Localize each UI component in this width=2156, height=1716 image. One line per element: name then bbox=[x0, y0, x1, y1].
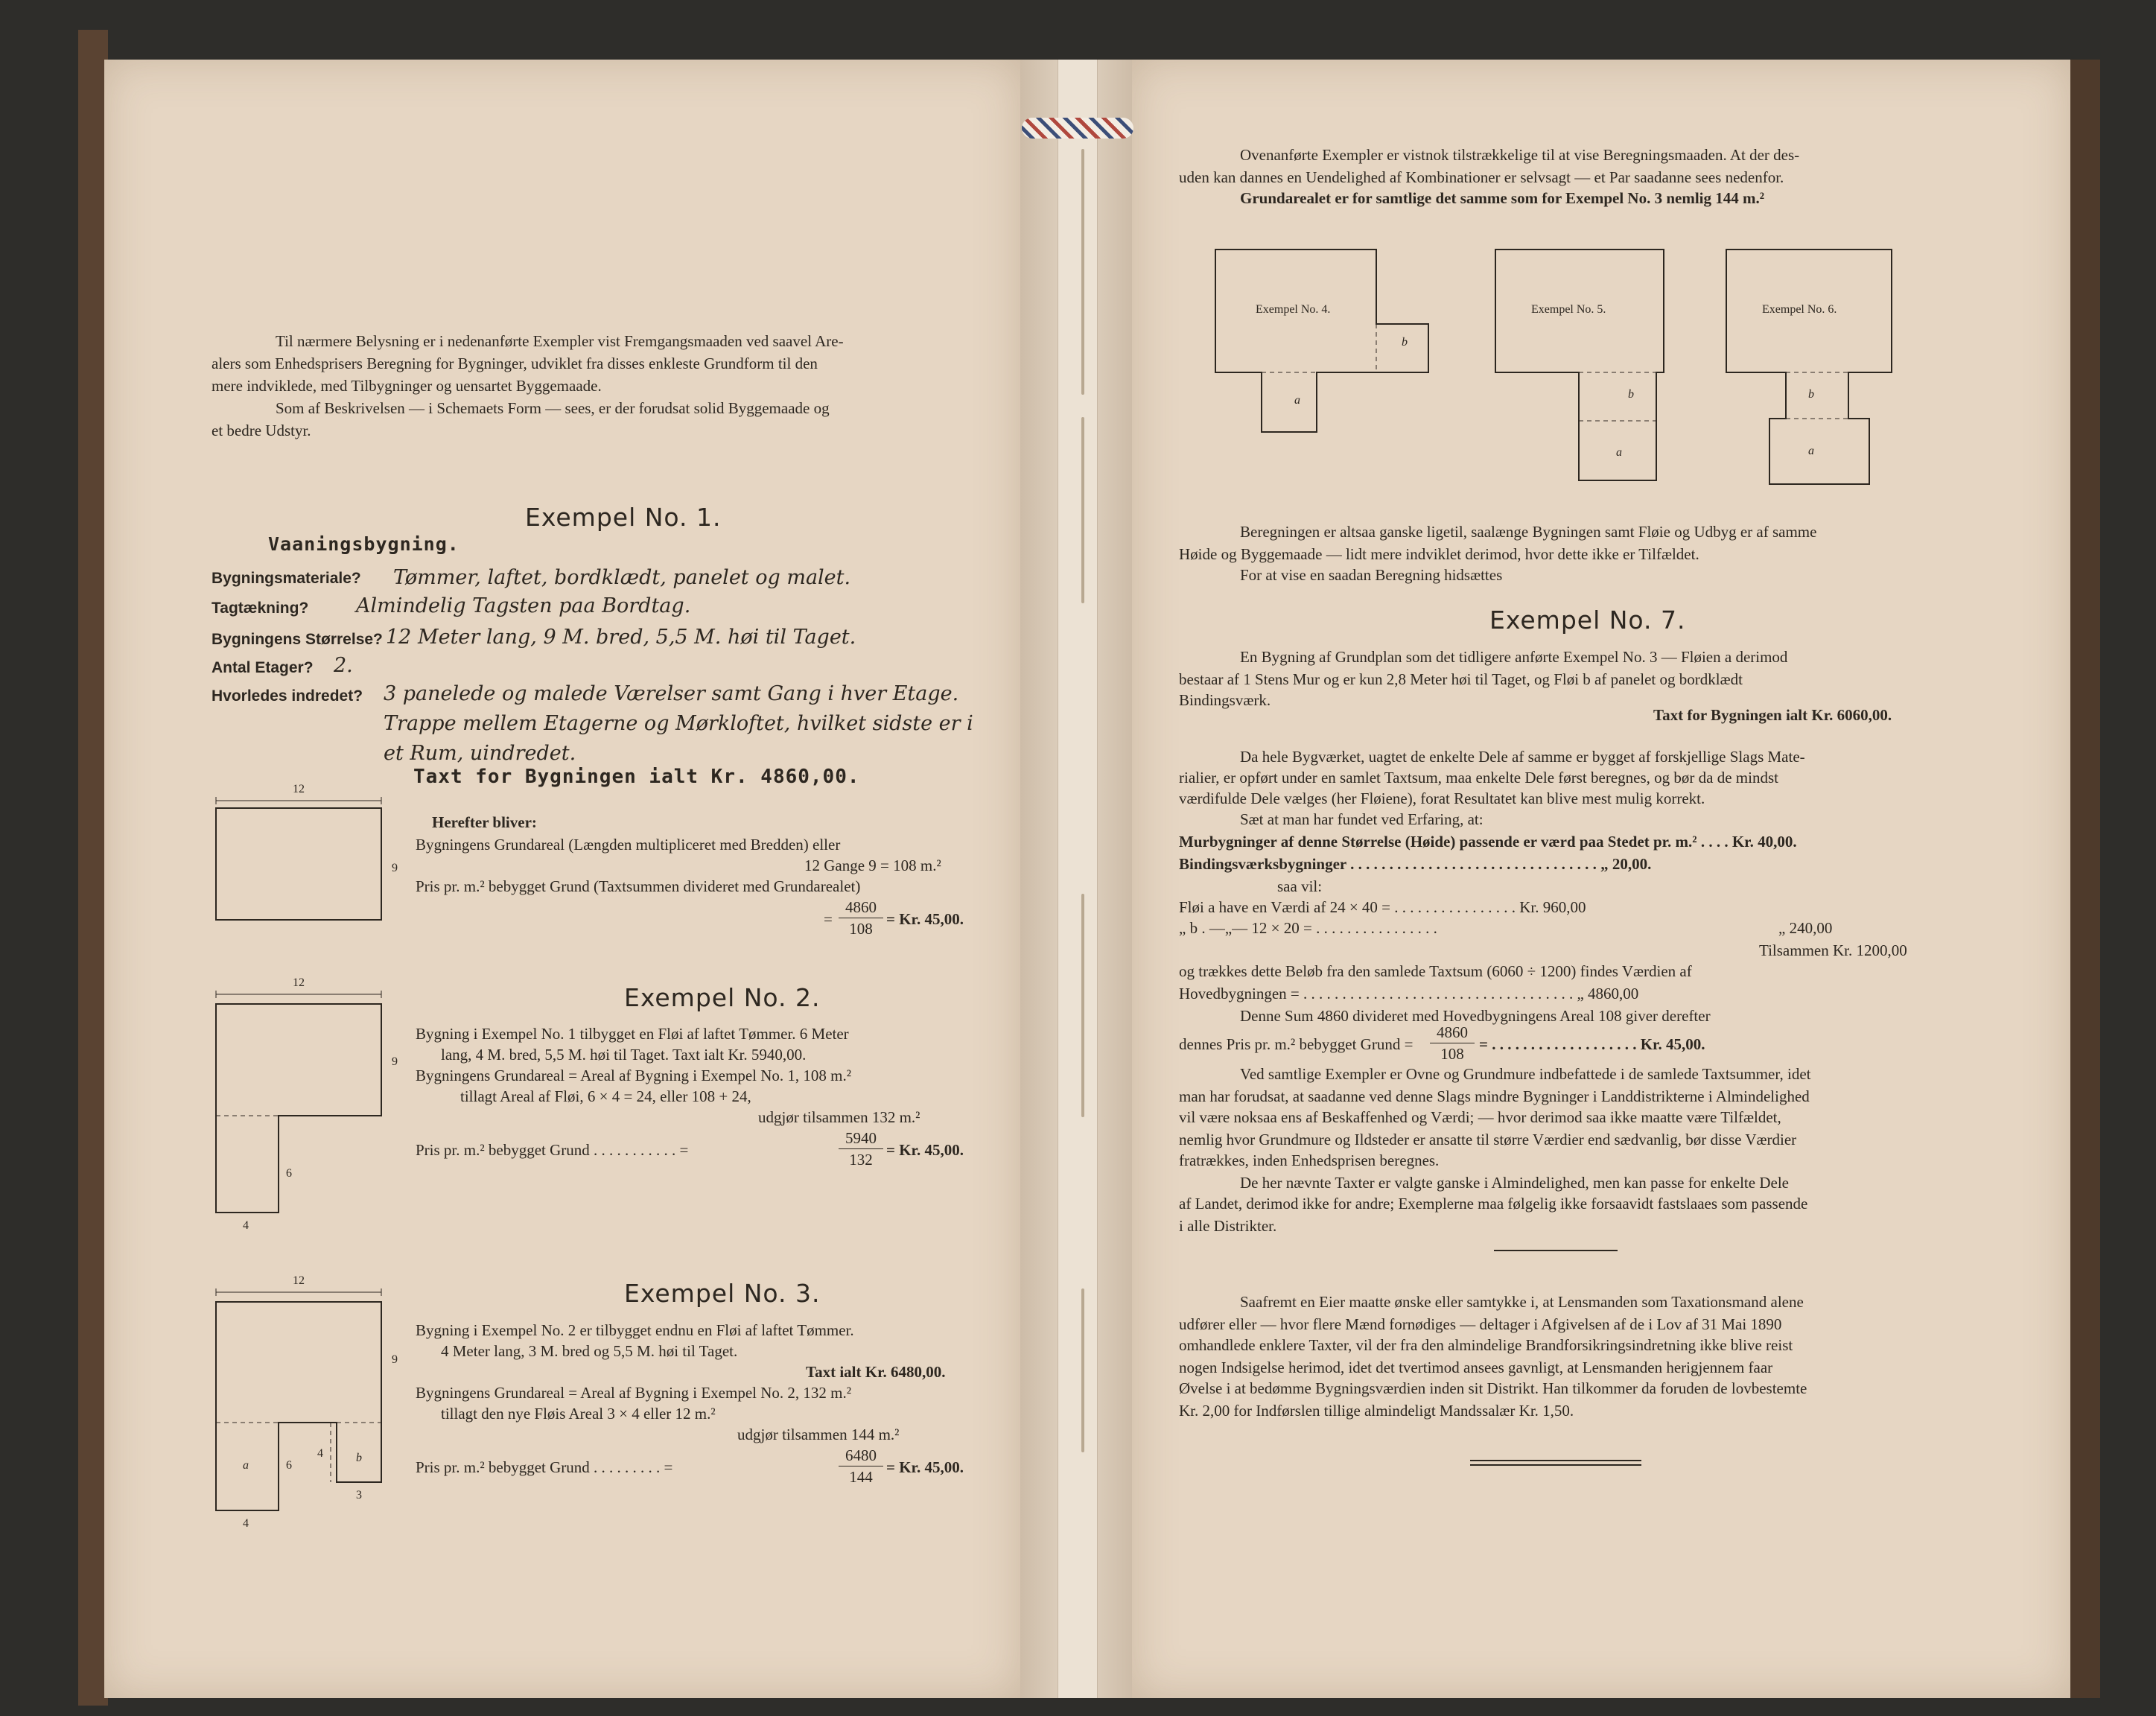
fraction-numerator: 5940 bbox=[839, 1131, 883, 1149]
right-para-line: nemlig hvor Grundmure og Ildsteder er ansatte til større Værdier end sædvanlig, bør disse Værdier bbox=[1179, 1131, 1797, 1148]
fraction-numerator: 4860 bbox=[839, 900, 883, 918]
right-para-line: vil være noksaa ens af Beskaffenhed og Værdi; — hvor derimod saa ikke maatte være Tilfældet, bbox=[1179, 1108, 1781, 1126]
dimension-label: 6 bbox=[286, 1167, 292, 1180]
answer-size: 12 Meter lang, 9 M. bred, 5,5 M. høi til Taget. bbox=[386, 626, 856, 649]
binding-tape bbox=[1058, 60, 1098, 1698]
binding-stitch bbox=[1081, 149, 1084, 395]
fraction-price bbox=[839, 1131, 883, 1168]
right-para-line: For at vise en saadan Beregning hidsættes bbox=[1240, 566, 1503, 584]
right-intro-line: uden kan dannes en Uendelighed af Kombinationer er selvsagt — et Par saadanne sees nedenfor. bbox=[1179, 168, 1784, 186]
dimension-label: a bbox=[243, 1459, 249, 1472]
floorplan-label: b bbox=[1402, 336, 1408, 349]
floorplan-example-1 bbox=[209, 782, 402, 931]
floorplan-example-2 bbox=[209, 976, 402, 1232]
example-2-line: Bygningens Grundareal = Areal af Bygning i Exempel No. 1, 108 m.² bbox=[416, 1067, 852, 1084]
question-layout: Hvorledes indredet? bbox=[212, 687, 363, 705]
book-cover-left bbox=[78, 30, 108, 1706]
dimension-label: 4 bbox=[243, 1219, 249, 1232]
question-material: Bygningsmateriale? bbox=[212, 570, 361, 587]
right-line: og trækkes dette Beløb fra den samlede Taxtsum (6060 ÷ 1200) findes Værdien af bbox=[1179, 962, 1692, 980]
example-7-line: bestaar af 1 Stens Mur og er kun 2,8 Meter høi til Taget, og Fløi b af panelet og bordklædt bbox=[1179, 670, 1743, 688]
fraction-result: = Kr. 45,00. bbox=[886, 1458, 964, 1476]
floorplan-label: b bbox=[1808, 388, 1814, 401]
rate-murbygninger: Murbygninger af denne Størrelse (Høide) passende er værd paa Stedet pr. m.² . . . . Kr. 40,00. bbox=[1179, 833, 1797, 851]
floorplan-label: Exempel No. 4. bbox=[1256, 303, 1331, 316]
binding-cord bbox=[1022, 118, 1133, 139]
floorplan-label: a bbox=[1616, 446, 1622, 459]
fraction-equals: = bbox=[824, 910, 833, 928]
example-3-line: udgjør tilsammen 144 m.² bbox=[737, 1426, 900, 1443]
right-para-line: værdifulde Dele vælges (her Fløiene), forat Resultatet kan blive mest mulig korrekt. bbox=[1179, 789, 1705, 807]
example-2-line: tillagt Areal af Fløi, 6 × 4 = 24, eller 108 + 24, bbox=[460, 1087, 751, 1105]
example-1-line: Bygningens Grundareal (Længden multipliceret med Bredden) eller bbox=[416, 836, 841, 854]
intro-line: et bedre Udstyr. bbox=[212, 422, 311, 439]
intro-line: mere indviklede, med Tilbygninger og uensartet Byggemaade. bbox=[212, 377, 602, 395]
saa-vil: saa vil: bbox=[1277, 877, 1323, 895]
answer-material: Tømmer, laftet, bordklædt, panelet og malet. bbox=[393, 566, 851, 589]
answer-layout: 3 panelede og malede Værelser samt Gang i hver Etage. bbox=[384, 682, 959, 705]
intro-line: alers som Enhedsprisers Beregning for Bygninger, udviklet fra disses enkleste Grundform til den bbox=[212, 355, 818, 372]
dimension-label: 9 bbox=[392, 1055, 398, 1068]
floorplan-label: a bbox=[1808, 445, 1814, 457]
right-para-line: nogen Indsigelse herimod, idet det tvertimod ansees gavnligt, at Lensmanden herigjennem faar bbox=[1179, 1358, 1773, 1376]
example-1-subtitle: Vaaningsbygning. bbox=[268, 533, 459, 555]
value-wing-b: „ b . —„— 12 × 20 = . . . . . . . . . . . . . . . . bbox=[1179, 919, 1437, 937]
example-7-title: Exempel No. 7. bbox=[1489, 606, 1686, 635]
right-para-line: omhandlede enklere Taxter, vil der fra den almindelige Brandforsikringsindretning ikke blive reist bbox=[1179, 1336, 1793, 1354]
floorplan-label: Exempel No. 5. bbox=[1531, 303, 1606, 316]
herefter-label: Herefter bliver: bbox=[432, 813, 537, 831]
right-line: Denne Sum 4860 divideret med Hovedbygningens Areal 108 giver derefter bbox=[1240, 1007, 1711, 1025]
right-intro-line: Ovenanførte Exempler er vistnok tilstrækkelige til at vise Beregningsmaaden. At der des- bbox=[1240, 146, 1800, 164]
right-para-line: De her nævnte Taxter er valgte ganske i Almindelighed, men kan passe for enkelte Dele bbox=[1240, 1174, 1789, 1192]
intro-line: Til nærmere Belysning er i nedenanførte Exempler vist Fremgangsmaaden ved saavel Are- bbox=[276, 332, 844, 350]
example-1-line: 12 Gange 9 = 108 m.² bbox=[804, 857, 941, 874]
example-3-line: Bygning i Exempel No. 2 er tilbygget endnu en Fløi af laftet Tømmer. bbox=[416, 1321, 854, 1339]
answer-layout: et Rum, uindredet. bbox=[384, 742, 576, 765]
floorplan-label: b bbox=[1628, 388, 1634, 401]
right-para-line: man har forudsat, at saadanne ved denne Slags mindre Bygninger i Landdistrikterne i Almindelighed bbox=[1179, 1087, 1810, 1105]
answer-floors: 2. bbox=[334, 654, 353, 677]
example-1-taxt: Taxt for Bygningen ialt Kr. 4860,00. bbox=[413, 766, 860, 788]
right-para-line: i alle Distrikter. bbox=[1179, 1217, 1277, 1235]
example-2-title: Exempel No. 2. bbox=[624, 983, 821, 1012]
dimension-label: 12 bbox=[293, 1274, 305, 1287]
fraction-price bbox=[1430, 1025, 1475, 1062]
book-cover-right bbox=[2067, 60, 2100, 1698]
floorplan-label: Exempel No. 6. bbox=[1762, 303, 1837, 316]
binding-stitch bbox=[1081, 1288, 1084, 1452]
fraction-price bbox=[839, 900, 883, 937]
example-3-line: 4 Meter lang, 3 M. bred og 5,5 M. høi til Taget. bbox=[441, 1342, 738, 1360]
floorplan-example-3 bbox=[209, 1274, 410, 1530]
fraction-result: = . . . . . . . . . . . . . . . . . . . Kr. 45,00. bbox=[1479, 1035, 1705, 1053]
right-para-line: Da hele Bygværket, uagtet de enkelte Dele af samme er bygget af forskjellige Slags Mate- bbox=[1240, 748, 1805, 766]
value-wing-b-amount: „ 240,00 bbox=[1778, 919, 1833, 937]
floorplan-label: a bbox=[1294, 394, 1300, 407]
fraction-numerator: 4860 bbox=[1430, 1025, 1475, 1043]
fraction-denominator: 108 bbox=[849, 920, 873, 938]
right-para-line: Øvelse i at bedømme Bygningsværdien inden sit Distrikt. Han tilkommer da foruden de lovbestemte bbox=[1179, 1379, 1807, 1397]
question-floors: Antal Etager? bbox=[212, 659, 314, 676]
dimension-label: 9 bbox=[392, 1353, 398, 1366]
floorplans-examples-4-6 bbox=[1206, 238, 1951, 492]
binding-stitch bbox=[1081, 417, 1084, 603]
end-rule bbox=[1470, 1460, 1641, 1461]
example-3-line: Taxt ialt Kr. 6480,00. bbox=[806, 1363, 946, 1381]
end-rule bbox=[1470, 1464, 1641, 1466]
binding-stitch bbox=[1081, 894, 1084, 1117]
dimension-label: 6 bbox=[286, 1459, 292, 1472]
fraction-result: = Kr. 45,00. bbox=[886, 1141, 964, 1159]
example-1-title: Exempel No. 1. bbox=[525, 503, 722, 532]
right-para-line: Høide og Byggemaade — lidt mere indviklet derimod, hvor dette ikke er Tilfældet. bbox=[1179, 545, 1699, 563]
right-para-line: Beregningen er altsaa ganske ligetil, saalænge Bygningen samt Fløie og Udbyg er af samme bbox=[1240, 523, 1817, 541]
question-size: Bygningens Størrelse? bbox=[212, 631, 383, 648]
example-3-title: Exempel No. 3. bbox=[624, 1279, 821, 1308]
right-para-line: Ved samtlige Exempler er Ovne og Grundmure indbefattede i de samlede Taxtsummer, idet bbox=[1240, 1065, 1811, 1083]
dimension-label: 3 bbox=[356, 1489, 362, 1502]
right-para-line: rialier, er opført under en samlet Taxtsum, maa enkelte Dele først beregnes, og bør da de mindst bbox=[1179, 769, 1778, 786]
example-3-line: Bygningens Grundareal = Areal af Bygning i Exempel No. 2, 132 m.² bbox=[416, 1384, 852, 1402]
example-2-line: Bygning i Exempel No. 1 tilbygget en Fløi af laftet Tømmer. 6 Meter bbox=[416, 1025, 849, 1043]
dimension-label: 4 bbox=[243, 1517, 249, 1530]
dimension-label: 4 bbox=[317, 1447, 323, 1460]
right-line: dennes Pris pr. m.² bebygget Grund = bbox=[1179, 1035, 1414, 1053]
example-2-pris: Pris pr. m.² bebygget Grund . . . . . . . . . . . = bbox=[416, 1141, 689, 1159]
example-7-line: En Bygning af Grundplan som det tidligere anførte Exempel No. 3 — Fløien a derimod bbox=[1240, 648, 1788, 666]
rate-bindingsvaerk: Bindingsværksbygninger . . . . . . . . . . . . . . . . . . . . . . . . . . . . . . . . „ 20,00. bbox=[1179, 855, 1652, 873]
right-para-line: af Landet, derimod ikke for andre; Exemplerne maa følgelig ikke forsaavidt fastslaaes som passende bbox=[1179, 1195, 1808, 1213]
dimension-label: 12 bbox=[293, 783, 305, 795]
example-2-line: lang, 4 M. bred, 5,5 M. høi til Taget. Taxt ialt Kr. 5940,00. bbox=[441, 1046, 807, 1064]
fraction-numerator: 6480 bbox=[839, 1448, 883, 1466]
dimension-label: b bbox=[356, 1452, 362, 1464]
right-para-line: udfører eller — hvor flere Mænd fornødiges — deltager i Afgivelsen af de i Lov af 31 Mai 1890 bbox=[1179, 1315, 1782, 1333]
dimension-label: 12 bbox=[293, 976, 305, 989]
value-wing-a: Fløi a have en Værdi af 24 × 40 = . . . . . . . . . . . . . . . . Kr. 960,00 bbox=[1179, 898, 1586, 916]
intro-line: Som af Beskrivelsen — i Schemaets Form — sees, er der forudsat solid Byggemaade og bbox=[276, 399, 830, 417]
dimension-label: 9 bbox=[392, 862, 398, 874]
answer-roof: Almindelig Tagsten paa Bordtag. bbox=[356, 594, 691, 617]
fraction-result: = Kr. 45,00. bbox=[886, 910, 964, 928]
example-1-line: Pris pr. m.² bebygget Grund (Taxtsummen divideret med Grundarealet) bbox=[416, 877, 861, 895]
example-3-line: tillagt den nye Fløis Areal 3 × 4 eller 12 m.² bbox=[441, 1405, 716, 1423]
answer-layout: Trappe mellem Etagerne og Mørkloftet, hvilket sidste er i bbox=[384, 712, 973, 735]
fraction-denominator: 108 bbox=[1440, 1045, 1464, 1063]
example-2-line: udgjør tilsammen 132 m.² bbox=[758, 1108, 920, 1126]
question-roof: Tagtækning? bbox=[212, 600, 309, 617]
right-para-line: Sæt at man har fundet ved Erfaring, at: bbox=[1240, 810, 1484, 828]
right-intro-line: Grundarealet er for samtlige det samme som for Exempel No. 3 nemlig 144 m.² bbox=[1240, 189, 1765, 207]
section-divider bbox=[1494, 1250, 1618, 1251]
example-7-line: Bindingsværk. bbox=[1179, 691, 1271, 709]
fraction-price bbox=[839, 1448, 883, 1485]
fraction-denominator: 144 bbox=[849, 1468, 873, 1486]
right-para-line: Kr. 2,00 for Indførslen tillige almindeligt Mandssalær Kr. 1,50. bbox=[1179, 1402, 1574, 1420]
fraction-denominator: 132 bbox=[849, 1151, 873, 1169]
example-3-pris: Pris pr. m.² bebygget Grund . . . . . . . . . = bbox=[416, 1458, 673, 1476]
example-7-taxt: Taxt for Bygningen ialt Kr. 6060,00. bbox=[1653, 706, 1892, 724]
right-line: Hovedbygningen = . . . . . . . . . . . . . . . . . . . . . . . . . . . . . . . . . . . „ 4860,00 bbox=[1179, 985, 1639, 1002]
total-wings: Tilsammen Kr. 1200,00 bbox=[1759, 941, 1907, 959]
right-para-line: Saafremt en Eier maatte ønske eller samtykke i, at Lensmanden som Taxationsmand alene bbox=[1240, 1293, 1804, 1311]
right-para-line: fratrækkes, inden Enhedsprisen beregnes. bbox=[1179, 1151, 1440, 1169]
